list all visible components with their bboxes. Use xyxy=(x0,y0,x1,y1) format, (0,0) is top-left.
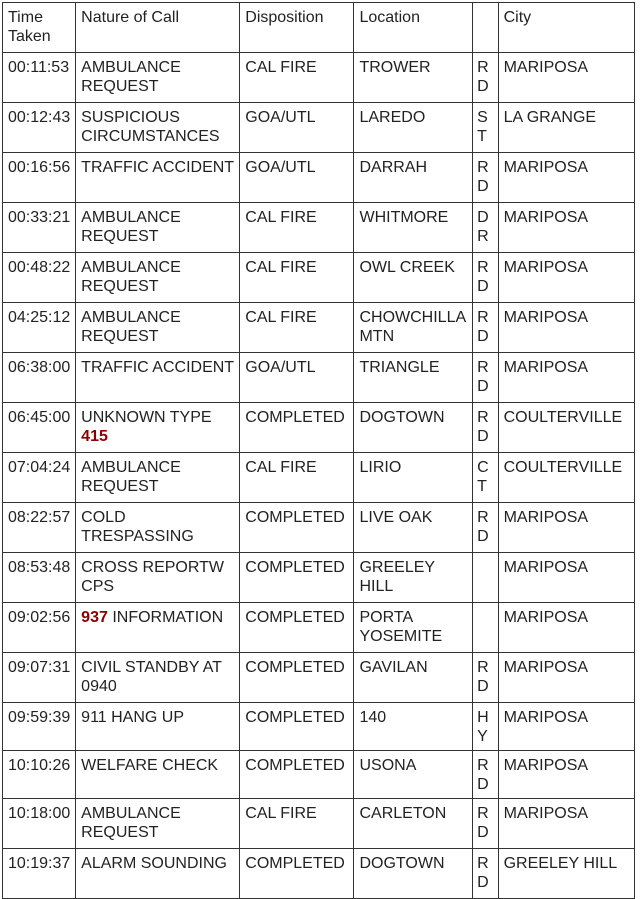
cell-street-suffix: RD xyxy=(473,849,499,899)
cell-time: 10:19:37 xyxy=(3,849,76,899)
cell-disposition: CAL FIRE xyxy=(240,203,354,253)
cell-nature-of-call xyxy=(76,553,240,603)
cell-disposition: COMPLETED xyxy=(240,503,354,553)
cell-location: DOGTOWN xyxy=(354,403,473,453)
cell-nature-of-call xyxy=(76,799,240,849)
cell-time: 08:22:57 xyxy=(3,503,76,553)
cell-time: 04:25:12 xyxy=(3,303,76,353)
cell-city: MARIPOSA xyxy=(498,253,634,303)
nature-text: COLD TRESPASSING xyxy=(81,509,194,545)
header-row xyxy=(3,3,635,53)
cell-nature-of-call xyxy=(76,103,240,153)
nature-text: INFORMATION xyxy=(112,609,224,626)
cell-time: 07:04:24 xyxy=(3,453,76,503)
cell-time: 09:59:39 xyxy=(3,703,76,751)
cell-street-suffix: RD xyxy=(473,653,499,703)
cell-city: MARIPOSA xyxy=(498,703,634,751)
header-location: Location xyxy=(354,3,473,53)
table-row xyxy=(3,751,635,799)
cell-nature-of-call xyxy=(76,403,240,453)
table-row xyxy=(3,703,635,751)
cell-city: COULTERVILLE xyxy=(498,453,634,503)
cell-time: 06:38:00 xyxy=(3,353,76,403)
cell-nature-of-call xyxy=(76,253,240,303)
cell-location: OWL CREEK xyxy=(354,253,473,303)
cell-time: 00:16:56 xyxy=(3,153,76,203)
cell-street-suffix: CT xyxy=(473,453,499,503)
cell-disposition: COMPLETED xyxy=(240,553,354,603)
cell-city: MARIPOSA xyxy=(498,653,634,703)
cell-city: MARIPOSA xyxy=(498,553,634,603)
cell-street-suffix: RD xyxy=(473,503,499,553)
cell-disposition: CAL FIRE xyxy=(240,799,354,849)
cell-disposition: CAL FIRE xyxy=(240,53,354,103)
cell-city: MARIPOSA xyxy=(498,799,634,849)
nature-code: 415 xyxy=(81,428,108,445)
cell-disposition: CAL FIRE xyxy=(240,253,354,303)
cell-street-suffix: RD xyxy=(473,53,499,103)
table-row xyxy=(3,849,635,899)
cell-disposition: GOA/UTL xyxy=(240,153,354,203)
nature-text: AMBULANCE REQUEST xyxy=(81,309,181,345)
cell-location: PORTA YOSEMITE xyxy=(354,603,473,653)
cell-street-suffix: HY xyxy=(473,703,499,751)
table-row xyxy=(3,453,635,503)
cell-street-suffix: RD xyxy=(473,353,499,403)
table-row xyxy=(3,153,635,203)
cell-disposition: COMPLETED xyxy=(240,653,354,703)
cell-city: MARIPOSA xyxy=(498,153,634,203)
cell-city: MARIPOSA xyxy=(498,353,634,403)
nature-text: CIVIL STANDBY AT 0940 xyxy=(81,659,222,695)
cell-street-suffix: RD xyxy=(473,253,499,303)
cell-nature-of-call xyxy=(76,53,240,103)
cell-nature-of-call xyxy=(76,751,240,799)
cell-location: CARLETON xyxy=(354,799,473,849)
table-row xyxy=(3,353,635,403)
call-log-table xyxy=(2,2,635,899)
cell-time: 00:12:43 xyxy=(3,103,76,153)
cell-disposition: CAL FIRE xyxy=(240,453,354,503)
table-row xyxy=(3,53,635,103)
cell-nature-of-call xyxy=(76,503,240,553)
cell-location: LIVE OAK xyxy=(354,503,473,553)
cell-street-suffix: RD xyxy=(473,751,499,799)
table-row xyxy=(3,203,635,253)
nature-text: AMBULANCE REQUEST xyxy=(81,805,181,841)
cell-disposition: COMPLETED xyxy=(240,849,354,899)
cell-city: GREELEY HILL xyxy=(498,849,634,899)
cell-location: CHOWCHILLA MTN xyxy=(354,303,473,353)
cell-street-suffix: DR xyxy=(473,203,499,253)
cell-nature-of-call xyxy=(76,703,240,751)
header-disposition: Disposition xyxy=(240,3,354,53)
cell-nature-of-call xyxy=(76,653,240,703)
nature-code: 937 xyxy=(81,609,108,626)
cell-city: COULTERVILLE xyxy=(498,403,634,453)
header-time-line2: Taken xyxy=(8,28,51,45)
cell-street-suffix: ST xyxy=(473,103,499,153)
cell-location: TROWER xyxy=(354,53,473,103)
nature-text: CROSS REPORTW CPS xyxy=(81,559,224,595)
table-row xyxy=(3,103,635,153)
cell-nature-of-call xyxy=(76,153,240,203)
cell-disposition: CAL FIRE xyxy=(240,303,354,353)
cell-location: TRIANGLE xyxy=(354,353,473,403)
table-row xyxy=(3,303,635,353)
nature-text: TRAFFIC ACCIDENT xyxy=(81,359,235,376)
table-row xyxy=(3,653,635,703)
cell-disposition: GOA/UTL xyxy=(240,103,354,153)
cell-street-suffix xyxy=(473,553,499,603)
cell-street-suffix xyxy=(473,603,499,653)
nature-text: AMBULANCE REQUEST xyxy=(81,259,181,295)
cell-nature-of-call xyxy=(76,353,240,403)
nature-text: 911 HANG UP xyxy=(81,709,185,726)
nature-text: SUSPICIOUS CIRCUMSTANCES xyxy=(81,109,220,145)
cell-street-suffix: RD xyxy=(473,303,499,353)
cell-disposition: COMPLETED xyxy=(240,751,354,799)
nature-text: TRAFFIC ACCIDENT xyxy=(81,159,235,176)
header-time-line1: Time xyxy=(8,9,43,26)
cell-street-suffix: RD xyxy=(473,799,499,849)
table-row xyxy=(3,503,635,553)
nature-text: UNKNOWN TYPE xyxy=(81,409,212,426)
cell-time: 06:45:00 xyxy=(3,403,76,453)
cell-disposition: COMPLETED xyxy=(240,703,354,751)
nature-text: ALARM SOUNDING xyxy=(81,855,227,872)
cell-location: LIRIO xyxy=(354,453,473,503)
cell-location: GREELEY HILL xyxy=(354,553,473,603)
cell-street-suffix: RD xyxy=(473,403,499,453)
nature-text: AMBULANCE REQUEST xyxy=(81,459,181,495)
table-row xyxy=(3,553,635,603)
cell-time: 00:11:53 xyxy=(3,53,76,103)
cell-city: MARIPOSA xyxy=(498,53,634,103)
cell-location: 140 xyxy=(354,703,473,751)
cell-city: MARIPOSA xyxy=(498,503,634,553)
header-time-taken xyxy=(3,3,76,53)
table-row xyxy=(3,253,635,303)
cell-time: 08:53:48 xyxy=(3,553,76,603)
cell-street-suffix: RD xyxy=(473,153,499,203)
cell-city: MARIPOSA xyxy=(498,751,634,799)
table-row xyxy=(3,799,635,849)
cell-time: 00:33:21 xyxy=(3,203,76,253)
cell-nature-of-call xyxy=(76,203,240,253)
cell-location: USONA xyxy=(354,751,473,799)
cell-time: 00:48:22 xyxy=(3,253,76,303)
cell-location: DARRAH xyxy=(354,153,473,203)
header-nature-of-call: Nature of Call xyxy=(76,3,240,53)
cell-nature-of-call xyxy=(76,453,240,503)
header-street-suffix xyxy=(473,3,499,53)
cell-city: LA GRANGE xyxy=(498,103,634,153)
call-log-body xyxy=(3,53,635,899)
nature-text: AMBULANCE REQUEST xyxy=(81,59,181,95)
cell-time: 09:07:31 xyxy=(3,653,76,703)
cell-nature-of-call xyxy=(76,603,240,653)
cell-location: LAREDO xyxy=(354,103,473,153)
cell-disposition: COMPLETED xyxy=(240,603,354,653)
cell-time: 10:10:26 xyxy=(3,751,76,799)
cell-location: WHITMORE xyxy=(354,203,473,253)
cell-location: GAVILAN xyxy=(354,653,473,703)
table-row xyxy=(3,603,635,653)
cell-nature-of-call xyxy=(76,303,240,353)
cell-nature-of-call xyxy=(76,849,240,899)
header-city: City xyxy=(498,3,634,53)
cell-city: MARIPOSA xyxy=(498,603,634,653)
cell-location: DOGTOWN xyxy=(354,849,473,899)
table-row xyxy=(3,403,635,453)
cell-time: 09:02:56 xyxy=(3,603,76,653)
cell-city: MARIPOSA xyxy=(498,303,634,353)
cell-time: 10:18:00 xyxy=(3,799,76,849)
cell-city: MARIPOSA xyxy=(498,203,634,253)
cell-disposition: GOA/UTL xyxy=(240,353,354,403)
cell-disposition: COMPLETED xyxy=(240,403,354,453)
nature-text: AMBULANCE REQUEST xyxy=(81,209,181,245)
nature-text: WELFARE CHECK xyxy=(81,757,219,774)
